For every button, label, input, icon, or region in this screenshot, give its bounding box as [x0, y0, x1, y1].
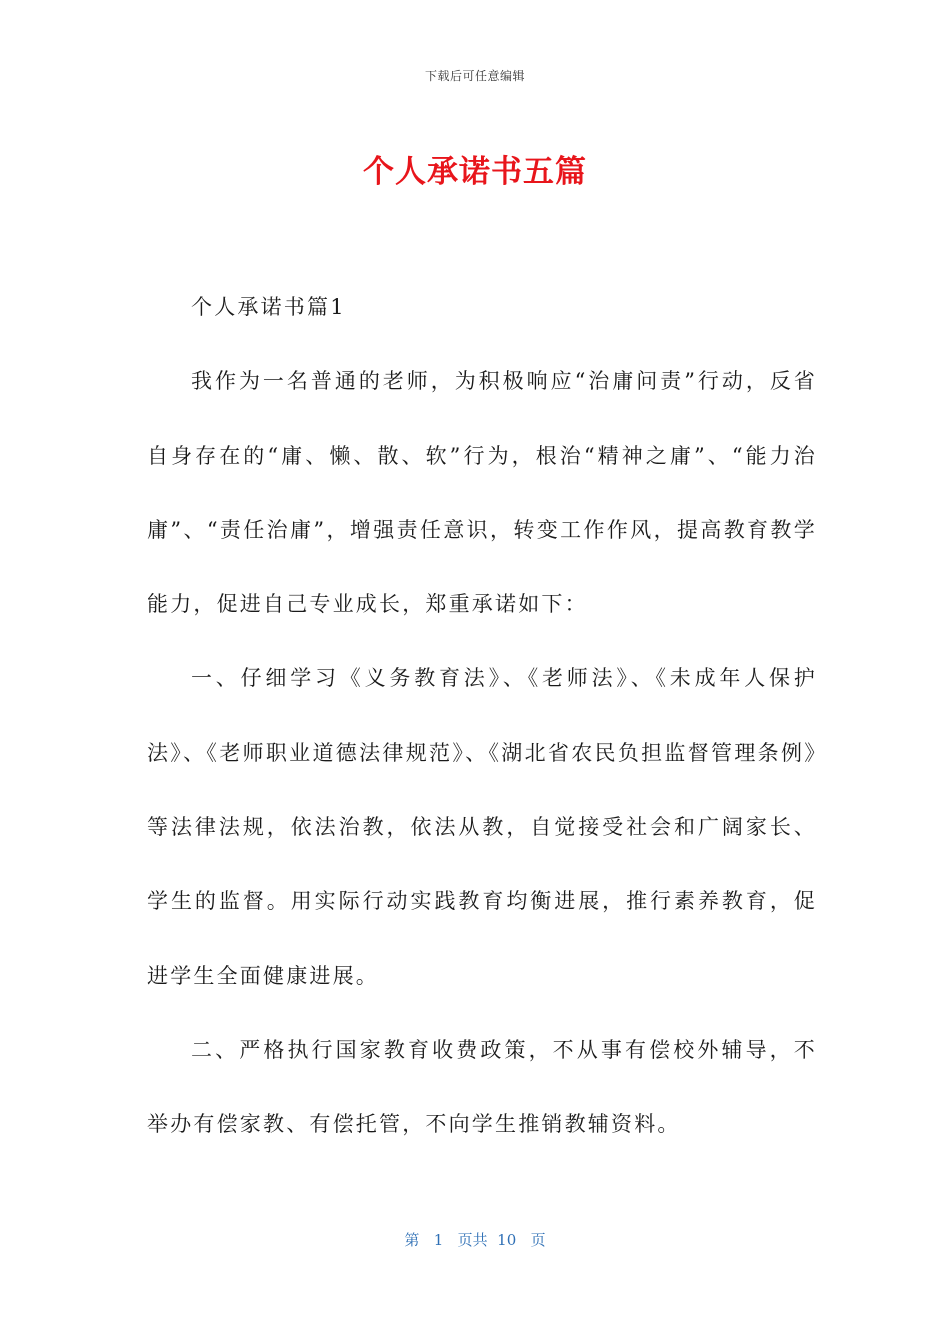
- header-note: 下载后可任意编辑: [424, 69, 525, 83]
- footer-page-prefix: 第: [404, 1231, 420, 1249]
- footer-current-page: 1: [433, 1231, 444, 1249]
- footer-page-suffix: 页: [530, 1231, 546, 1249]
- document-body: [147, 270, 817, 1162]
- footer-total-pages: 10: [497, 1231, 517, 1249]
- body-paragraph: 我作为一名普通的老师，为积极响应“治庸问责”行动，反省自身存在的“庸、懒、散、软”行为，根治“精神之庸”、“能力治庸”、“责任治庸”，增强责任意识，转变工作作风，提高教育教学能力，促进自己专业成长，郑重承诺如下：: [147, 369, 817, 617]
- document-title: 个人承诺书五篇: [363, 154, 587, 190]
- section-heading: 个人承诺书篇1: [191, 295, 346, 319]
- body-paragraph: 一、仔细学习《义务教育法》、《老师法》、《未成年人保护法》、《老师职业道德法律规范》、《湖北省农民负担监督管理条例》等法律法规，依法治教，依法从教，自觉接受社会和广阔家长、学生的监督。用实际行动实践教育均衡进展，推行素养教育，促进学生全面健康进展。: [147, 666, 817, 988]
- footer-page-middle: 页共: [457, 1231, 488, 1249]
- page-footer: [0, 1229, 950, 1250]
- body-paragraph: 二、严格执行国家教育收费政策，不从事有偿校外辅导，不举办有偿家教、有偿托管，不向学生推销教辅资料。: [147, 1037, 817, 1137]
